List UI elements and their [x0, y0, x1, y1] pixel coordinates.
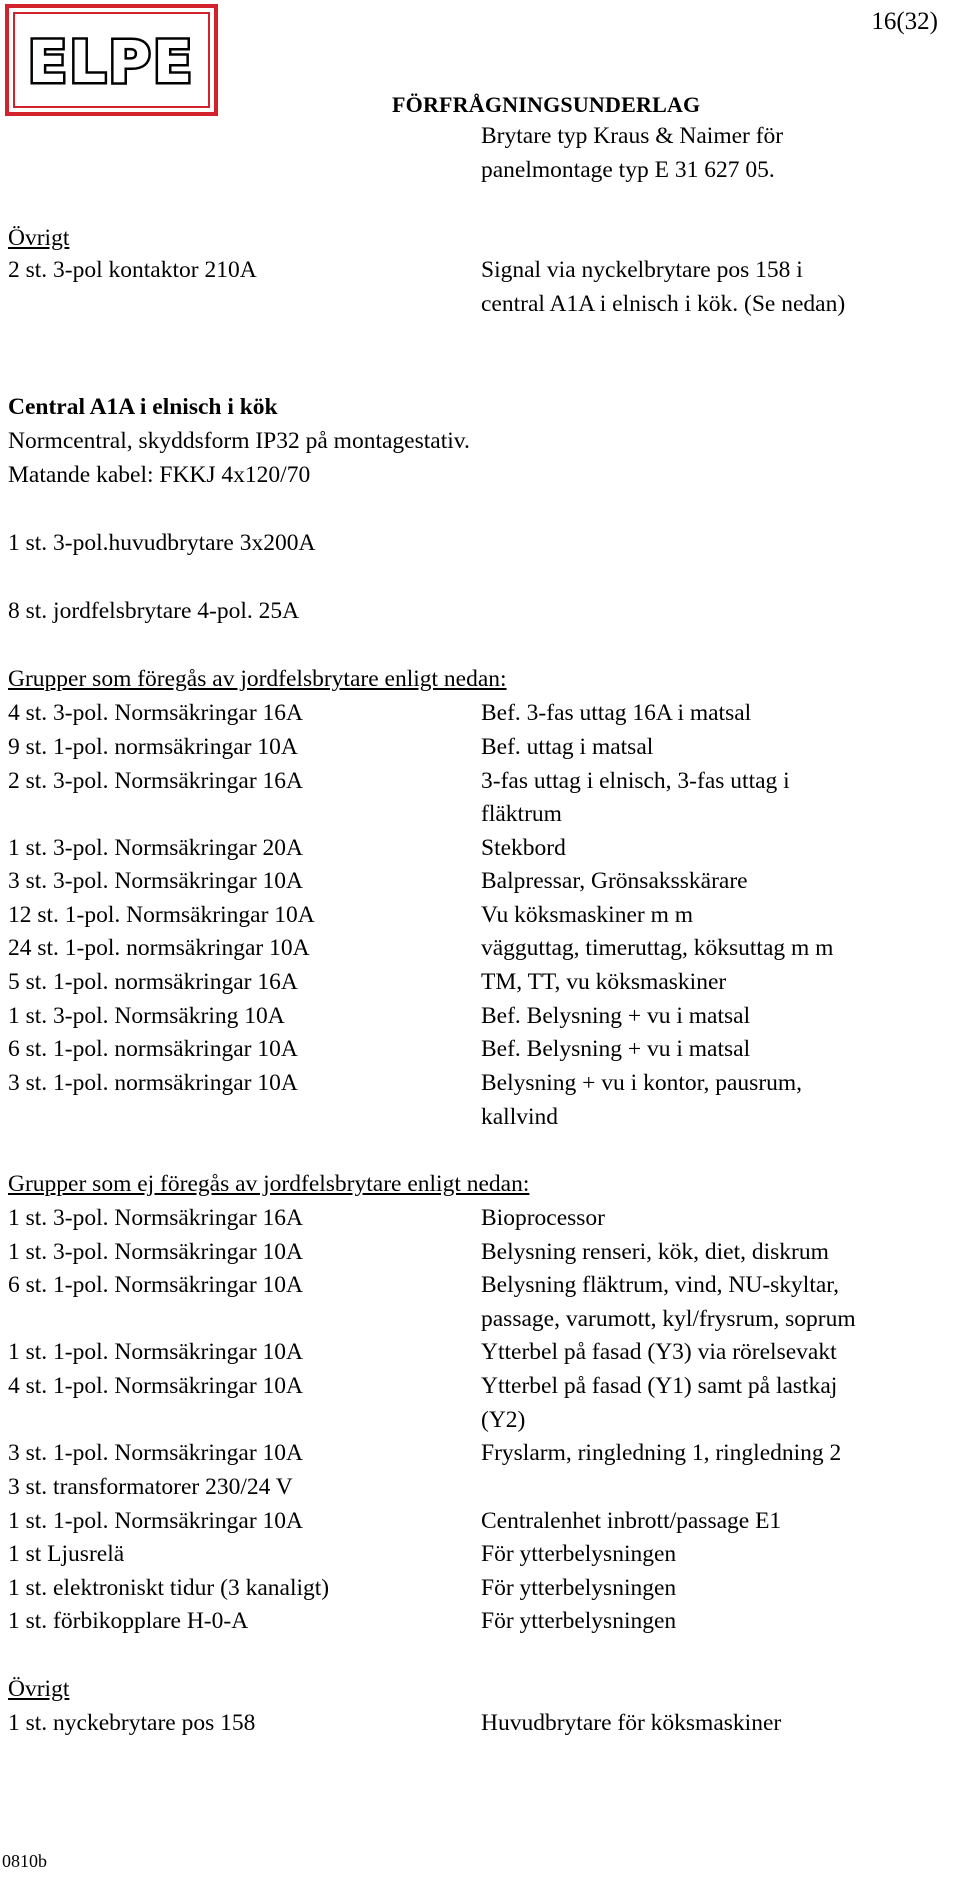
footer-code: 0810b [2, 1851, 47, 1871]
list-item-continued: central A1A i elnisch i kök. (Se nedan) [481, 291, 846, 317]
table-row: 2 st. 3-pol. Normsäkringar 16A 3-fas uttag i elnisch, 3-fas uttag i [8, 768, 790, 794]
section-heading: Grupper som ej föregås av jordfelsbrytare enligt nedan: [8, 1171, 530, 1197]
table-row: 6 st. 1-pol. Normsäkringar 10A Belysning fläktrum, vind, NU-skyltar, [8, 1272, 840, 1298]
table-row: 3 st. 1-pol. Normsäkringar 10A Fryslarm, ringledning 1, ringledning 2 [8, 1440, 842, 1466]
intro-line: panelmontage typ E 31 627 05. [481, 157, 775, 183]
elpe-logo [5, 4, 218, 116]
main-switch: 1 st. 3-pol.huvudbrytare 3x200A [8, 530, 316, 556]
page-number: 16(32) [871, 8, 938, 35]
section-heading: Grupper som föregås av jordfelsbrytare enligt nedan: [8, 666, 507, 692]
table-row: 1 st. 3-pol. Normsäkringar 16A Bioprocessor [8, 1205, 606, 1231]
table-row: 6 st. 1-pol. normsäkringar 10A Bef. Belysning + vu i matsal [8, 1036, 751, 1062]
list-item: 2 st. 3-pol kontaktor 210A Signal via nyckelbrytare pos 158 i [8, 257, 803, 283]
intro-line: Brytare typ Kraus & Naimer för [481, 123, 784, 149]
table-row-continued: fläktrum [481, 801, 562, 827]
table-row-continued: passage, varumott, kyl/frysrum, soprum [481, 1306, 856, 1332]
table-row: 3 st. 1-pol. normsäkringar 10A Belysning + vu i kontor, pausrum, [8, 1070, 803, 1096]
section-heading: Övrigt [8, 1676, 70, 1702]
central-title: Central A1A i elnisch i kök [8, 394, 278, 420]
table-row: 1 st. elektroniskt tidur (3 kanaligt) För ytterbelysningen [8, 1575, 677, 1601]
table-row: 1 st. förbikopplare H-0-A För ytterbelysningen [8, 1608, 677, 1634]
table-row: 24 st. 1-pol. normsäkringar 10A vägguttag, timeruttag, köksuttag m m [8, 935, 834, 961]
table-row: 4 st. 1-pol. Normsäkringar 10A Ytterbel på fasad (Y1) samt på lastkaj [8, 1373, 838, 1399]
section-heading: Övrigt [8, 225, 70, 251]
svg-text:ELPE: ELPE [27, 28, 195, 96]
central-cable: Matande kabel: FKKJ 4x120/70 [8, 462, 311, 488]
table-row: 4 st. 3-pol. Normsäkringar 16A Bef. 3-fas uttag 16A i matsal [8, 700, 752, 726]
rcd-line: 8 st. jordfelsbrytare 4-pol. 25A [8, 598, 300, 624]
table-row-continued: kallvind [481, 1104, 559, 1130]
table-row: 3 st. transformatorer 230/24 V [8, 1474, 293, 1500]
table-row: 1 st. 1-pol. Normsäkringar 10A Ytterbel på fasad (Y3) via rörelsevakt [8, 1339, 837, 1365]
table-row: 9 st. 1-pol. normsäkringar 10A Bef. uttag i matsal [8, 734, 654, 760]
table-row: 1 st. 3-pol. Normsäkringar 10A Belysning renseri, kök, diet, diskrum [8, 1239, 829, 1265]
table-row: 1 st. 3-pol. Normsäkringar 20A Stekbord [8, 835, 566, 861]
table-row: 1 st. 1-pol. Normsäkringar 10A Centralenhet inbrott/passage E1 [8, 1508, 782, 1534]
table-row: 5 st. 1-pol. normsäkringar 16A TM, TT, vu köksmaskiner [8, 969, 727, 995]
table-row: 1 st Ljusrelä För ytterbelysningen [8, 1541, 677, 1567]
header-title: FÖRFRÅGNINGSUNDERLAG [392, 92, 701, 117]
central-desc: Normcentral, skyddsform IP32 på montagestativ. [8, 428, 470, 454]
list-item: 1 st. nyckebrytare pos 158 Huvudbrytare för köksmaskiner [8, 1710, 782, 1736]
table-row: 1 st. 3-pol. Normsäkring 10A Bef. Belysning + vu i matsal [8, 1003, 751, 1029]
table-row: 3 st. 3-pol. Normsäkringar 10A Balpressar, Grönsaksskärare [8, 868, 748, 894]
table-row-continued: (Y2) [481, 1407, 526, 1433]
table-row: 12 st. 1-pol. Normsäkringar 10A Vu köksmaskiner m m [8, 902, 694, 928]
